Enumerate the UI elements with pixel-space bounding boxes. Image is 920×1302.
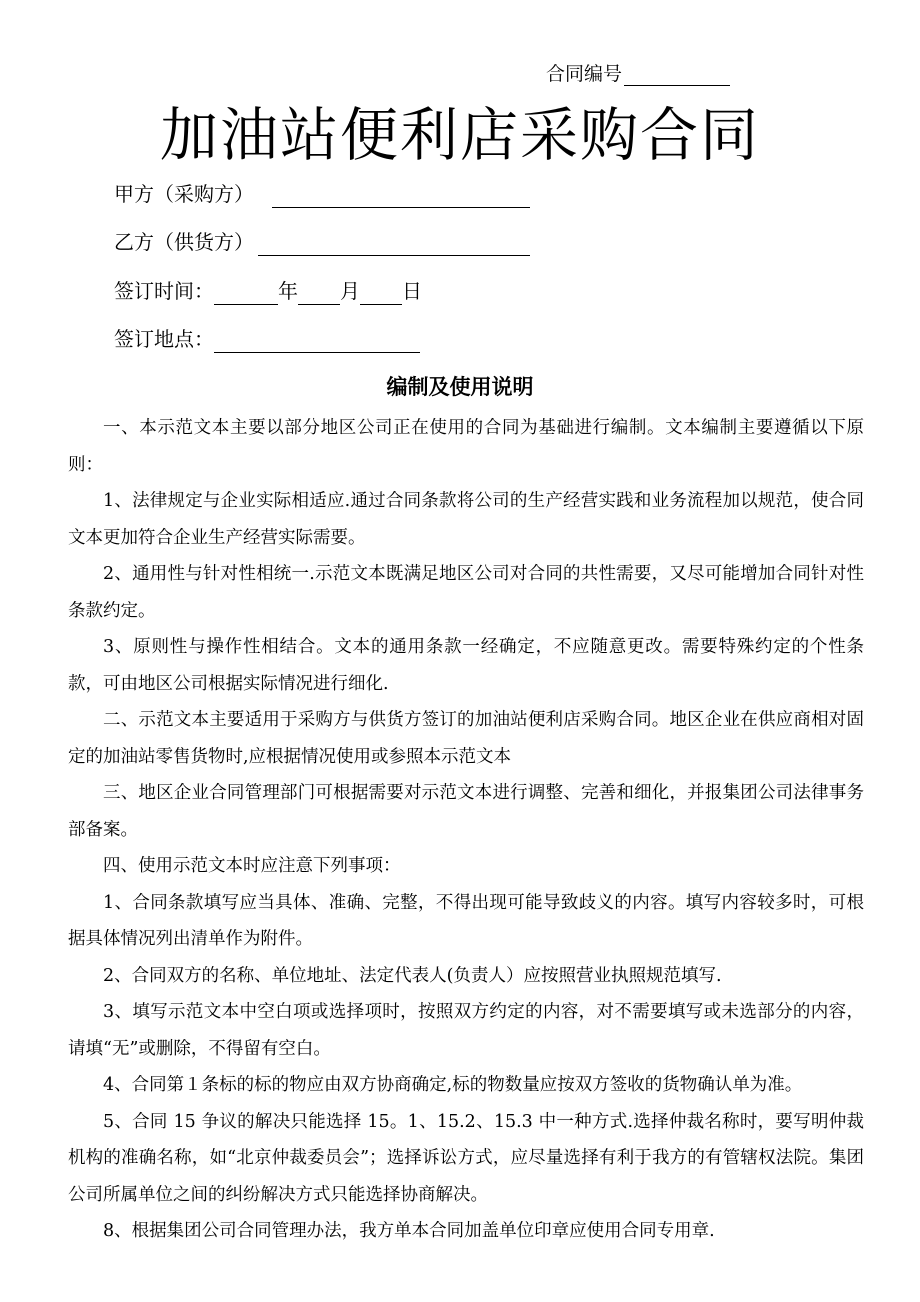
day-label: 日 [402, 279, 422, 303]
sign-time-field [114, 277, 422, 305]
paragraph: 2、通用性与针对性相统一.示范文本既满足地区公司对合同的共性需要，又尽可能增加合同针对性条款约定。 [68, 564, 864, 621]
party-b-field [114, 228, 530, 256]
party-a-blank[interactable] [272, 185, 530, 208]
contract-number [546, 62, 730, 86]
party-a-label: 甲方（采购方） [114, 182, 254, 206]
contract-number-blank[interactable] [624, 65, 730, 86]
paragraph: 1、法律规定与企业实际相适应.通过合同条款将公司的生产经营实践和业务流程加以规范，使合同文本更加符合企业生产经营实际需要。 [68, 491, 864, 548]
paragraph: 二、示范文本主要适用于采购方与供货方签订的加油站便利店采购合同。地区企业在供应商相对固定的加油站零售货物时,应根据情况使用或参照本示范文本 [68, 710, 864, 767]
party-a-field [114, 180, 530, 208]
party-b-blank[interactable] [258, 233, 530, 256]
paragraph: 3、原则性与操作性相结合。文本的通用条款一经确定，不应随意更改。需要特殊约定的个性条款，可由地区公司根据实际情况进行细化. [68, 637, 864, 694]
year-label: 年 [278, 279, 298, 303]
paragraph: 1、合同条款填写应当具体、准确、完整，不得出现可能导致歧义的内容。填写内容较多时，可根据具体情况列出清单作为附件。 [68, 892, 864, 949]
year-blank[interactable] [214, 282, 278, 305]
paragraph: 3、填写示范文本中空白项或选择项时，按照双方约定的内容，对不需要填写或未选部分的内容，请填“无”或删除，不得留有空白。 [68, 1002, 864, 1059]
instructions-body [68, 410, 864, 1250]
paragraph: 5、合同 15 争议的解决只能选择 15。1、15.2、15.3 中一种方式.选择仲裁名称时，要写明仲裁机构的准确名称，如“北京仲裁委员会”；选择诉讼方式，应尽量选择有利于我方的有管辖权法院。集团公司所属单位之间的纠纷解决方式只能选择协商解决。 [68, 1111, 864, 1205]
contract-number-label: 合同编号 [546, 63, 623, 85]
day-blank[interactable] [360, 282, 402, 305]
paragraph: 四、使用示范文本时应注意下列事项： [103, 856, 401, 876]
paragraph: 8、根据集团公司合同管理办法，我方单本合同加盖单位印章应使用合同专用章. [103, 1221, 715, 1241]
paragraph: 三、地区企业合同管理部门可根据需要对示范文本进行调整、完善和细化，并报集团公司法律事务部备案。 [68, 783, 864, 840]
month-blank[interactable] [298, 282, 340, 305]
month-label: 月 [340, 279, 360, 303]
sign-place-blank[interactable] [214, 330, 420, 353]
paragraph: 4、合同第１条标的标的物应由双方协商确定,标的物数量应按双方签收的货物确认单为准。 [103, 1075, 803, 1095]
instructions-heading: 编制及使用说明 [386, 374, 534, 399]
paragraph: 2、合同双方的名称、单位地址、法定代表人(负责人）应按照营业执照规范填写. [103, 965, 722, 986]
sign-place-label: 签订地点： [114, 327, 214, 351]
sign-time-label: 签订时间： [114, 279, 214, 303]
party-b-label: 乙方（供货方） [114, 230, 254, 254]
sign-place-field [114, 325, 420, 353]
paragraph: 一、本示范文本主要以部分地区公司正在使用的合同为基础进行编制。文本编制主要遵循以下原则： [68, 418, 864, 475]
page-title: 加油站便利店采购合同 [159, 101, 760, 169]
